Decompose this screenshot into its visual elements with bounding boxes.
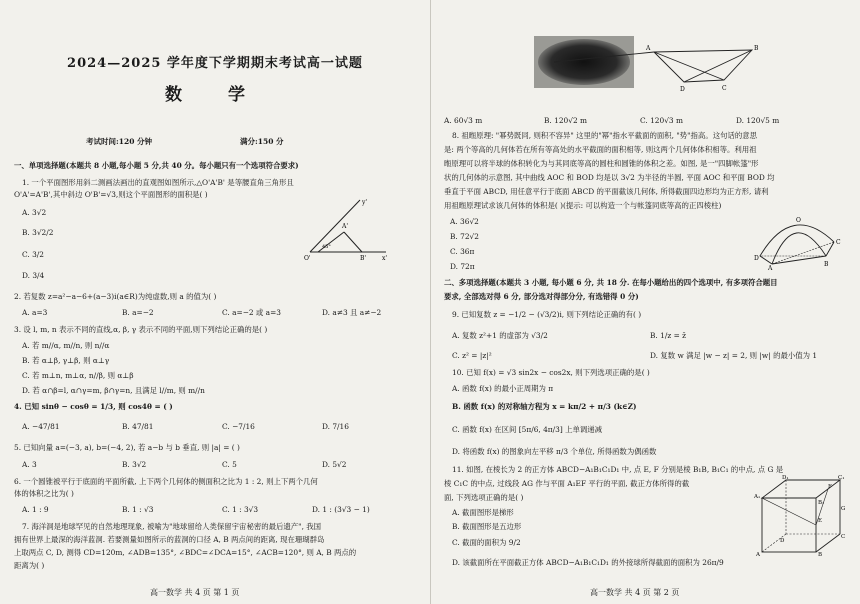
q11-option-d: D. 该截面所在平面截正方体 ABCD−A₁B₁C₁D₁ 的外接球所得截面的面积为 26π/9: [452, 558, 724, 567]
q7-text: 7. 海洋洞是地球罕见的自然地理现象, 被喻为"地球留给人类保留宇宙秘密的最后遗产", 我国: [22, 522, 322, 531]
svg-text:A: A: [756, 552, 760, 556]
svg-text:C: C: [722, 85, 727, 92]
q5-text: 5. 已知向量 a=(−3, a), b=(−4, 2), 若 a−b 与 b 垂直, 则 |a| = ( ): [14, 443, 240, 452]
q3-option-d: D. 若 α∩β=l, α∩γ=m, β∩γ=n, 且满足 l//m, 则 m//n: [22, 386, 205, 395]
q7-option-a: A. 60√3 m: [444, 116, 483, 125]
q7-text: 上取两点 C, D, 测得 CD=120m, ∠ADB=135°, ∠BDC=∠DCA=15°, ∠ACB=120°, 则 A, B 两点的: [14, 548, 357, 557]
svg-text:B₁: B₁: [818, 500, 825, 506]
q10-option-d: D. 将函数 f(x) 的图象向左平移 π/3 个单位, 所得函数为偶函数: [452, 447, 657, 456]
q9-option-b: B. 1/z = z̄: [650, 331, 687, 340]
svg-text:y': y': [362, 199, 368, 206]
svg-text:O': O': [304, 255, 311, 262]
q5-option-a: A. 3: [22, 460, 37, 469]
q9-option-c: C. z² = |z|²: [452, 351, 492, 360]
q4-option-c: C. −7/16: [222, 422, 255, 431]
svg-text:C₁: C₁: [838, 475, 845, 481]
q2-text: 2. 若复数 z=a²−a−6+(a−3)i(a∈R)为纯虚数,则 a 的值为( ): [14, 292, 217, 301]
svg-text:C: C: [836, 239, 841, 246]
q5-option-b: B. 3√2: [122, 460, 147, 469]
q1-oblique-figure: [300, 196, 392, 262]
q6-option-d: D. 1 : (3√3 − 1): [312, 505, 370, 514]
svg-text:45°: 45°: [322, 244, 331, 250]
section-1-heading: 一、单项选择题(本题共 8 小题,每小题 5 分,共 40 分。每小题只有一个选项符合要求): [14, 161, 299, 170]
svg-text:B': B': [360, 255, 367, 262]
svg-text:O: O: [796, 217, 801, 224]
q11-text: 棱 C₁C 的中点, 过线段 AG 作与平面 A₁EF 平行的平面, 截正方体所得的截: [444, 479, 690, 488]
q3-text: 3. 设 l, m, n 表示不同的直线,α, β, γ 表示不同的平面,则下列结论正确的是( ): [14, 325, 268, 334]
q6-text: 6. 一个圆锥被平行于底面的平面所截, 上下两个几何体的侧面积之比为 1 : 2, 则上下两个几何: [14, 477, 318, 486]
page-footer: 高一数学 共 4 页 第 1 页: [150, 588, 240, 597]
q6-option-b: B. 1 : √3: [122, 505, 154, 514]
cube-figure: [752, 474, 848, 556]
svg-text:x': x': [382, 255, 388, 262]
svg-text:D₁: D₁: [782, 475, 789, 481]
exam-title: 2024—2025 学年度下学期期末考试高一试题: [67, 56, 363, 71]
q5-option-d: D. 5√2: [322, 460, 347, 469]
q10-option-a: A. 函数 f(x) 的最小正周期为 π: [452, 384, 554, 393]
q2-option-d: D. a≠3 且 a≠−2: [322, 308, 382, 317]
q1-text: O'A'=A'B',其中斜边 O'B'=√3,则这个平面图形的面积是( ): [14, 190, 208, 199]
q2-option-c: C. a=−2 或 a=3: [222, 308, 281, 317]
q10-text: 10. 已知 f(x) = √3 sin2x − cos2x, 则下列选项正确的是( ): [452, 368, 650, 377]
q4-option-d: D. 7/16: [322, 422, 349, 431]
q11-option-c: C. 截面的面积为 9/2: [452, 538, 521, 547]
q8-option-c: C. 36π: [450, 247, 475, 256]
q6-option-a: A. 1 : 9: [22, 505, 49, 514]
q7-option-c: C. 120√3 m: [640, 116, 683, 125]
q3-option-b: B. 若 α⊥β, γ⊥β, 则 α⊥γ: [22, 356, 110, 365]
section-2-heading: 二、多项选择题(本题共 3 小题, 每小题 6 分, 共 18 分. 在每小题给出的四个选项中, 有多项符合题目: [444, 278, 778, 287]
section-2-heading: 要求, 全部选对得 6 分, 部分选对得部分分, 有选错得 0 分): [444, 292, 639, 301]
q8-text: 是: 两个等高的几何体若在所有等高处的水平截面的面积相等, 则这两个几何体体积相等。利用祖: [444, 145, 757, 154]
q7-option-d: D. 120√5 m: [736, 116, 780, 125]
q1-option-c: C. 3/2: [22, 250, 44, 259]
svg-text:A: A: [768, 265, 773, 270]
q8-option-b: B. 72√2: [450, 232, 479, 241]
svg-text:B: B: [818, 552, 823, 556]
subject-title: 数 学: [165, 85, 265, 105]
q7-text: 距离为( ): [14, 561, 45, 570]
right-page: [430, 0, 860, 604]
page-footer: 高一数学 共 4 页 第 2 页: [590, 588, 680, 597]
svg-text:G: G: [841, 506, 846, 512]
q8-text: 状的几何体的示意图, 其中曲线 AOC 和 BOD 均是以 3√2 为半径的半圆, 平面 AOC 和平面 BOD 均: [444, 173, 775, 182]
svg-text:D: D: [680, 86, 685, 93]
blue-hole-figure: [534, 36, 774, 102]
svg-text:E: E: [818, 518, 823, 524]
q8-option-d: D. 72π: [450, 262, 475, 271]
q10-option-c: C. 函数 f(x) 在区间 [5π/6, 4π/3] 上单调递减: [452, 425, 603, 434]
q11-text: 面, 下列选项正确的是( ): [444, 493, 524, 502]
q7-text: 拥有世界上最深的海洋蓝洞. 若要测量如图所示的蓝洞的口径 A, B 两点间的距离, 现在珊瑚群岛: [14, 535, 325, 544]
q9-option-d: D. 复数 w 满足 |w − z| = 2, 则 |w| 的最小值为 1: [650, 351, 818, 360]
svg-text:B: B: [754, 45, 759, 52]
q3-option-c: C. 若 m⊥n, m⊥α, n//β, 则 α⊥β: [22, 371, 134, 380]
q5-option-c: C. 5: [222, 460, 237, 469]
svg-text:A: A: [646, 45, 651, 52]
q8-text: 用祖暅原理试求该几何体的体积是( )(提示: 可以构造一个与帐篷同底等高的正四棱柱): [444, 201, 722, 210]
q7-option-b: B. 120√2 m: [544, 116, 588, 125]
q8-text: 8. 祖暅原理: "幂势既同, 则积不容异" 这里的"幂"指水平截面的面积, "势"指高。这句话的意思: [452, 131, 758, 140]
q1-text: 1. 一个平面图形用斜二测画法画出的直观图如图所示,△O'A'B' 是等腰直角三角形且: [22, 178, 294, 187]
svg-text:C: C: [841, 534, 846, 540]
q4-text: 4. 已知 sinθ − cosθ = 1/3, 则 cos4θ = ( ): [14, 402, 173, 411]
q4-option-a: A. −47/81: [22, 422, 60, 431]
svg-text:D: D: [754, 255, 759, 262]
q3-option-a: A. 若 m//α, m//n, 则 n//α: [22, 341, 110, 350]
exam-score: 满分:150 分: [240, 137, 284, 146]
svg-text:D: D: [780, 538, 785, 544]
q1-option-a: A. 3√2: [22, 208, 47, 217]
q2-option-b: B. a=−2: [122, 308, 154, 317]
q6-option-c: C. 1 : 3√3: [222, 505, 259, 514]
q11-text: 11. 如图, 在棱长为 2 的正方体 ABCD−A₁B₁C₁D₁ 中, 点 E, F 分别是棱 B₁B, B₁C₁ 的中点, 点 G 是: [452, 465, 784, 474]
q8-text: 暅原理可以将半球的体积转化为与其同底等高的圆柱和圆锥的体积之差。如图, 是一"四脚帐篷"形: [444, 159, 759, 168]
svg-text:F: F: [828, 484, 832, 490]
q9-text: 9. 已知复数 z = −1/2 − (√3/2)i, 则下列结论正确的有( ): [452, 310, 642, 319]
q11-option-b: B. 截面图形是五边形: [452, 522, 522, 531]
q9-option-a: A. 复数 z²+1 的虚部为 √3/2: [452, 331, 548, 340]
svg-text:A': A': [342, 223, 348, 230]
q6-text: 体的体积之比为( ): [14, 489, 74, 498]
q1-option-d: D. 3/4: [22, 271, 45, 280]
svg-text:A₁: A₁: [754, 494, 761, 500]
q8-option-a: A. 36√2: [450, 217, 479, 226]
q4-option-b: B. 47/81: [122, 422, 154, 431]
tent-figure: [752, 212, 852, 270]
q1-option-b: B. 3√2/2: [22, 228, 54, 237]
exam-time: 考试时间:120 分钟: [86, 137, 153, 146]
svg-text:B: B: [824, 261, 829, 268]
q11-option-a: A. 截面图形是梯形: [452, 508, 514, 517]
q8-text: 垂直于平面 ABCD, 用任意平行于底面 ABCD 的平面截该几何体, 所得截面四边形均为正方形, 请利: [444, 187, 769, 196]
q2-option-a: A. a=3: [22, 308, 48, 317]
q10-option-b: B. 函数 f(x) 的对称轴方程为 x = kπ/2 + π/3 (k∈Z): [452, 402, 637, 411]
